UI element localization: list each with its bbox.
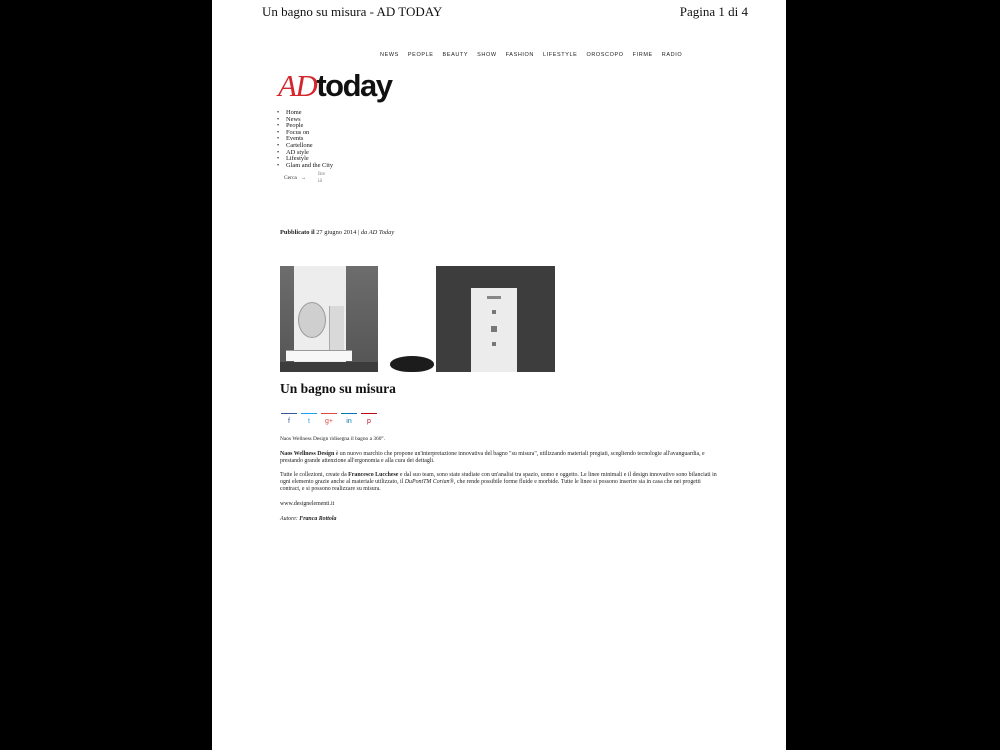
pinterest-icon: p <box>367 417 371 425</box>
article-title: Un bagno su misura <box>280 381 396 396</box>
paragraph-1-text: è un nuovo marchio che propone un'interpretazione innovativa del bagno "su misura", utilizzando materiali pregiati, scegliendo tecnologie all'avanguardia, e prestando grande attenzione all'ergonomia e alla cura dei dettagli. <box>280 450 705 464</box>
photo-shower-head <box>487 296 501 299</box>
top-navigation <box>380 52 682 58</box>
ad-today-logo[interactable] <box>278 68 392 104</box>
nav-item-beauty[interactable]: BEAUTY <box>442 52 469 58</box>
menu-item-glam-and-the-city[interactable]: • Glam and the City <box>280 163 333 170</box>
published-label: Pubblicato il <box>280 229 315 236</box>
photo-control-2 <box>491 326 497 332</box>
social-share-bar <box>281 413 377 428</box>
menu-item-events[interactable]: • Events <box>280 136 333 143</box>
menu-item-home[interactable]: • Home <box>280 110 333 117</box>
nav-item-news[interactable]: NEWS <box>380 52 399 58</box>
author-label: Autore: <box>280 515 298 522</box>
googleplus-icon: g+ <box>325 417 333 425</box>
search-side-line-2: iä <box>318 178 322 184</box>
googleplus-share-button[interactable] <box>321 413 337 428</box>
twitter-share-button[interactable] <box>301 413 317 428</box>
photo-control-3 <box>492 342 496 346</box>
print-header <box>212 4 786 22</box>
search-label: Cerca <box>284 175 297 181</box>
photo-control-1 <box>492 310 496 314</box>
photo-round-mirror <box>298 302 326 338</box>
nav-item-firme[interactable]: FIRME <box>632 52 653 58</box>
menu-item-ad-style[interactable]: • AD style <box>280 150 333 157</box>
search-arrow-icon[interactable]: → <box>300 175 307 181</box>
twitter-icon: t <box>308 417 310 425</box>
meta-separator: | <box>357 229 360 236</box>
search-control[interactable] <box>284 175 306 181</box>
menu-item-news[interactable]: • News <box>280 117 333 124</box>
nav-item-radio[interactable]: RADIO <box>661 52 683 58</box>
publication-date: 27 giugno 2014 <box>316 229 357 236</box>
paragraph-2-part-b: e dal suo team, sono state studiate con un'analisi tra spazio, uomo e oggetto. Le linee minimali e il design innovativo sono bilanciati in ogni elemento grazie anche al materiale utilizzato, il <box>280 472 717 486</box>
search-side-text <box>318 171 325 185</box>
printed-page <box>212 0 786 750</box>
logo-today: today <box>316 68 392 103</box>
article-body <box>280 436 720 530</box>
menu-item-people[interactable]: • People <box>280 123 333 130</box>
image-caption: Naos Wellness Design ridisegna il bagno a 360°. <box>280 436 385 442</box>
publication-meta <box>280 229 394 236</box>
nav-item-show[interactable]: SHOW <box>477 52 497 58</box>
print-page-indicator: Pagina 1 di 4 <box>679 4 748 19</box>
pinterest-share-button[interactable] <box>361 413 377 428</box>
nav-item-lifestyle[interactable]: LIFESTYLE <box>543 52 578 58</box>
nav-item-oroscopo[interactable]: OROSCOPO <box>586 52 624 58</box>
logo-ad: AD <box>278 68 317 103</box>
search-side-line-1: Inv <box>318 171 326 177</box>
shower-panel-photo[interactable] <box>436 266 555 372</box>
print-header-title: Un bagno su misura - AD TODAY <box>262 4 443 19</box>
nav-item-fashion[interactable]: FASHION <box>505 52 534 58</box>
facebook-share-button[interactable] <box>281 413 297 428</box>
photo-floor <box>280 362 378 372</box>
author-line <box>280 516 720 523</box>
material-name: DuPontTM Corian® <box>404 479 454 486</box>
author-name: Franca Rottola <box>299 515 337 522</box>
photo-sink <box>286 350 352 361</box>
nav-item-people[interactable]: PEOPLE <box>407 52 434 58</box>
facebook-icon: f <box>288 417 290 425</box>
linkedin-icon: in <box>346 417 352 425</box>
side-menu <box>274 110 333 169</box>
publication-source: da AD Today <box>360 229 395 236</box>
article-paragraph-1 <box>280 451 720 465</box>
paragraph-2-part-a: Tutte le collezioni, create da <box>280 472 349 479</box>
paragraph-2-part-c: , che rende possibile forme fluide e morbide. Tutte le linee si possono inserire sia in casa che nei progetti contract, e si possono realizzare su misura. <box>280 479 701 492</box>
menu-item-cartellone[interactable]: • Cartellone <box>280 143 333 150</box>
website-link[interactable]: www.designelementi.it <box>280 500 335 507</box>
article-paragraph-2 <box>280 472 720 492</box>
bathroom-mirror-photo[interactable] <box>280 266 378 372</box>
designer-name: Francesco Lucchese <box>348 472 399 479</box>
brand-name: Naos Wellness Design <box>280 450 335 457</box>
bathtub-photo[interactable] <box>390 356 434 372</box>
menu-item-lifestyle[interactable]: • Lifestyle <box>280 156 333 163</box>
linkedin-share-button[interactable] <box>341 413 357 428</box>
photo-shelf <box>329 306 344 352</box>
menu-item-focus-on[interactable]: • Focus on <box>280 130 333 137</box>
